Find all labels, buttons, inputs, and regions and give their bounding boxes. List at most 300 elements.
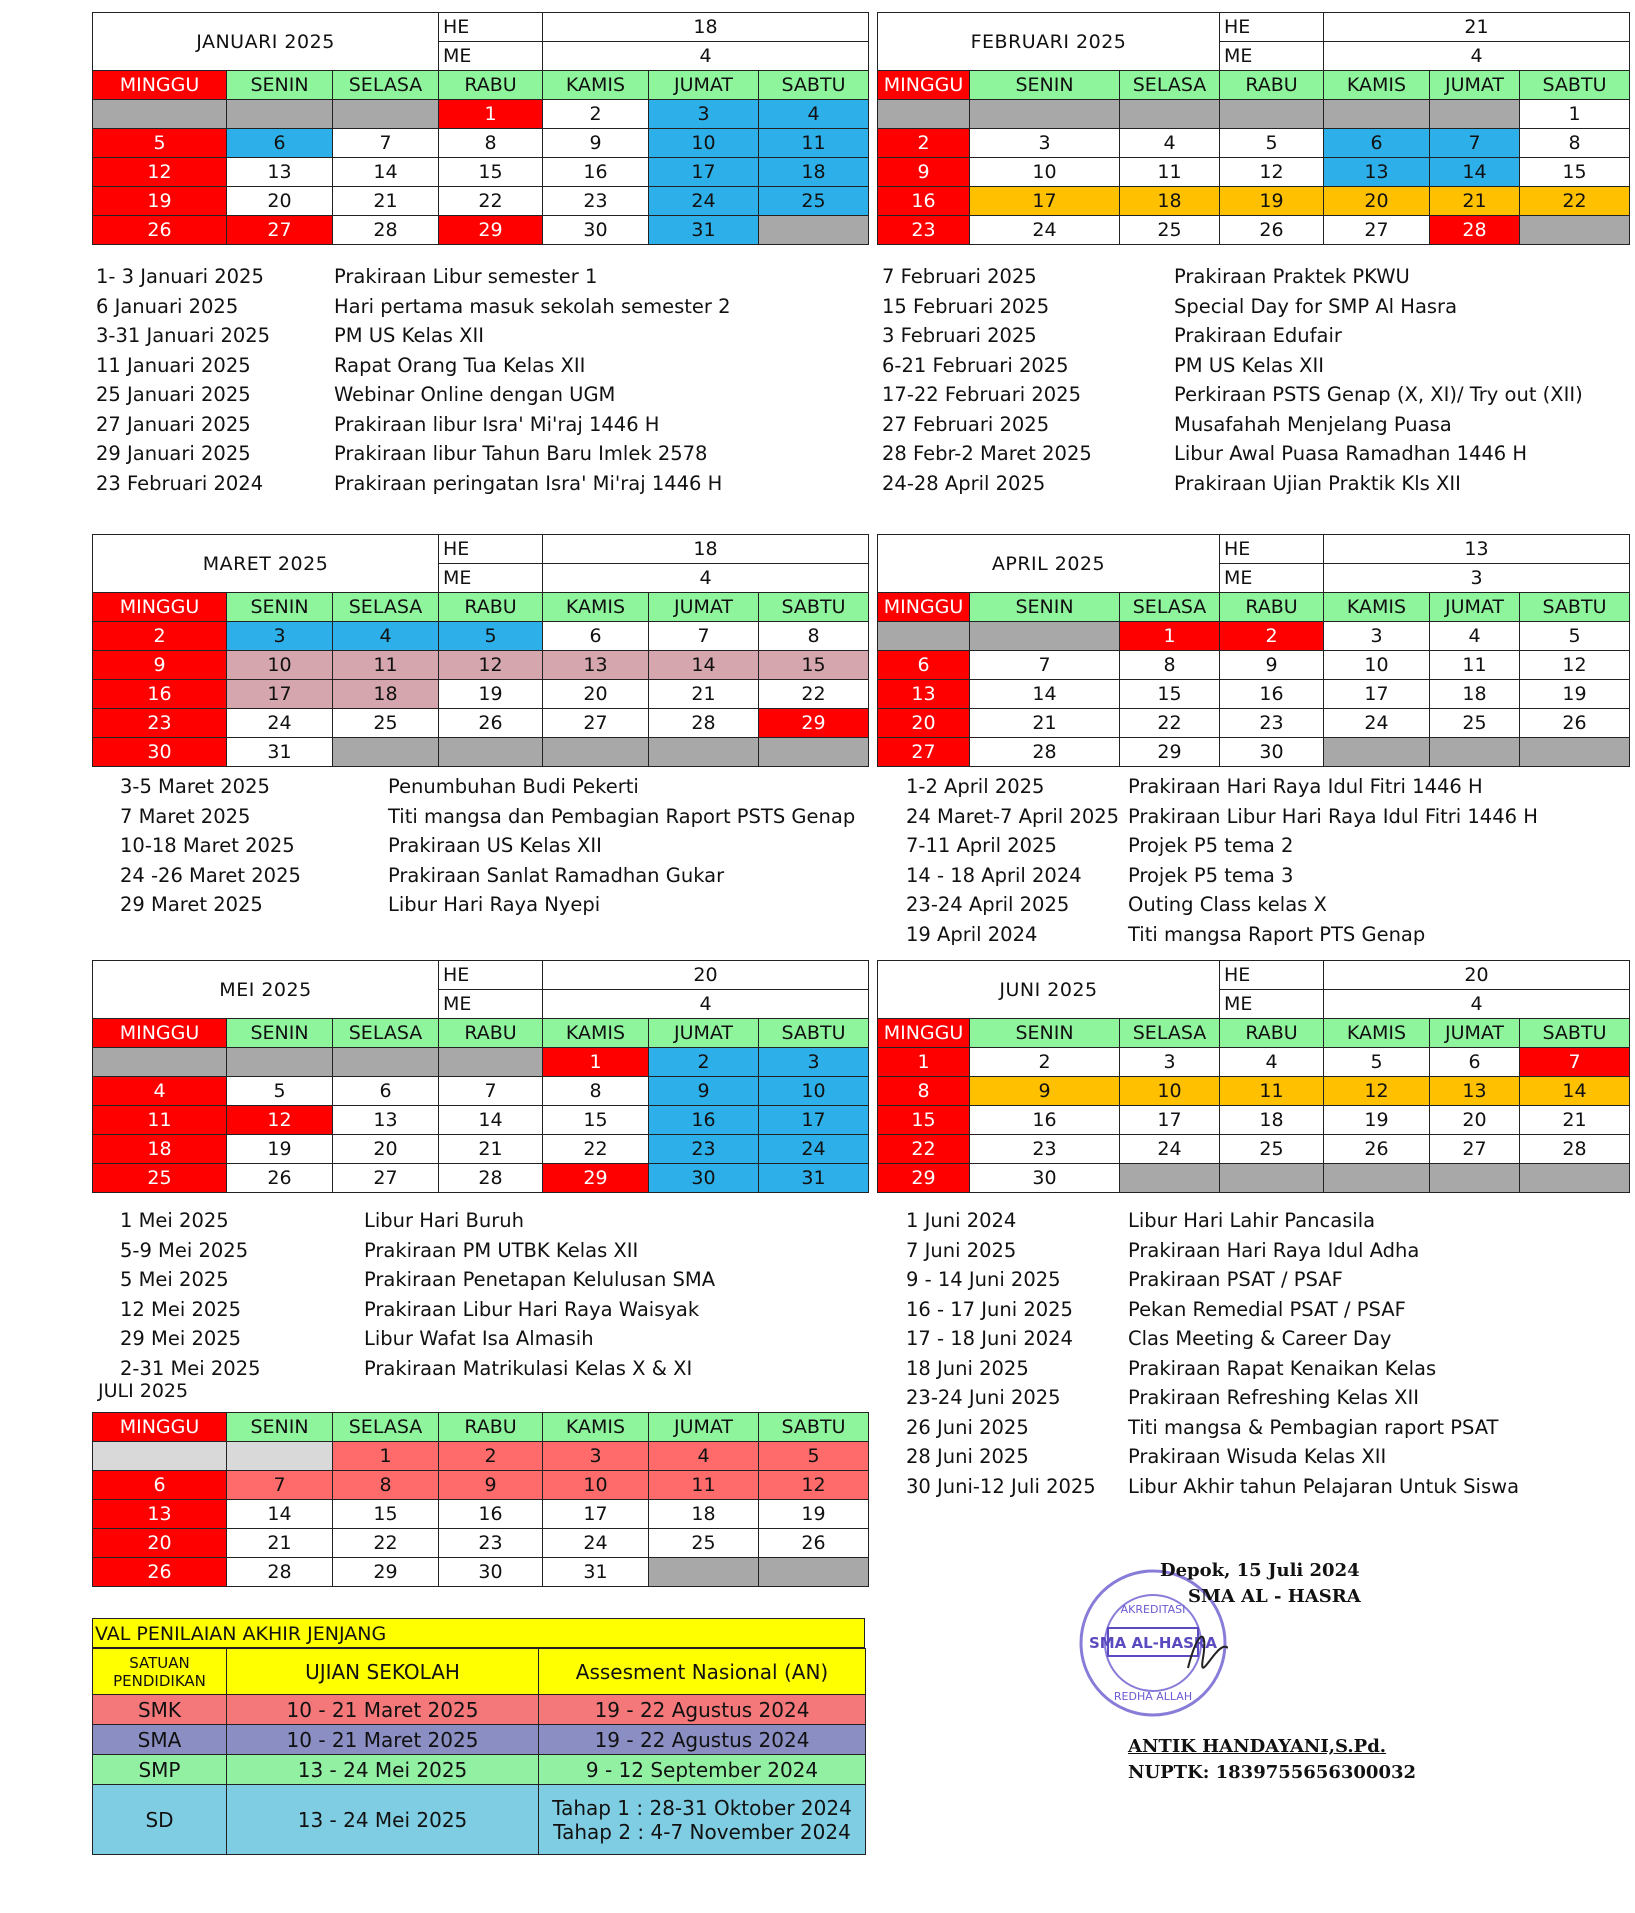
day-cell: 5 xyxy=(93,129,227,158)
me-value: 4 xyxy=(1324,990,1630,1019)
day-cell xyxy=(333,100,439,129)
event-text: Prakiraan US Kelas XII xyxy=(388,834,602,857)
event-date: 15 Februari 2025 xyxy=(882,294,1050,318)
day-cell: 31 xyxy=(227,738,333,767)
event-text: Special Day for SMP Al Hasra xyxy=(1174,294,1458,318)
weekday-header: SABTU xyxy=(1520,71,1630,100)
day-cell: 8 xyxy=(759,622,869,651)
day-cell: 22 xyxy=(759,680,869,709)
day-cell: 19 xyxy=(227,1135,333,1164)
day-cell: 20 xyxy=(543,680,649,709)
day-cell: 20 xyxy=(227,187,333,216)
day-cell: 9 xyxy=(439,1471,543,1500)
day-cell: 27 xyxy=(1324,216,1430,245)
day-cell: 19 xyxy=(1520,680,1630,709)
weekday-header: SABTU xyxy=(1520,593,1630,622)
day-cell: 10 xyxy=(543,1471,649,1500)
he-value: 20 xyxy=(1324,961,1630,990)
weekday-header: JUMAT xyxy=(649,1413,759,1442)
weekday-header: KAMIS xyxy=(543,593,649,622)
day-cell xyxy=(439,1048,543,1077)
weekday-header: JUMAT xyxy=(1430,71,1520,100)
day-cell: 13 xyxy=(227,158,333,187)
day-cell: 17 xyxy=(1324,680,1430,709)
event-text: Prakiraan Matrikulasi Kelas X & XI xyxy=(364,1356,693,1380)
day-cell: 26 xyxy=(93,216,227,245)
weekday-header: KAMIS xyxy=(1324,593,1430,622)
month-title: MARET 2025 xyxy=(93,535,439,593)
weekday-header: JUMAT xyxy=(649,593,759,622)
day-cell: 29 xyxy=(333,1558,439,1587)
ujian-sekolah: 10 - 21 Maret 2025 xyxy=(227,1725,539,1755)
day-cell: 25 xyxy=(333,709,439,738)
day-cell: 3 xyxy=(970,129,1120,158)
day-cell: 2 xyxy=(649,1048,759,1077)
day-cell: 16 xyxy=(970,1106,1120,1135)
signature-name: ANTIK HANDAYANI,S.Pd. xyxy=(1128,1736,1387,1757)
penilaian-row xyxy=(93,1785,866,1855)
event-date: 28 Juni 2025 xyxy=(906,1445,1029,1468)
day-cell: 16 xyxy=(439,1500,543,1529)
weekday-header: SELASA xyxy=(1120,593,1220,622)
event-date: 29 Januari 2025 xyxy=(96,442,251,465)
event-text: Prakiraan Sanlat Ramadhan Gukar xyxy=(388,863,725,887)
asesmen-line: 19 - 22 Agustus 2024 xyxy=(594,1697,810,1722)
day-cell: 11 xyxy=(333,651,439,680)
weekday-header: SELASA xyxy=(333,1019,439,1048)
event-date: 1 Juni 2024 xyxy=(906,1209,1017,1232)
jenjang: SD xyxy=(93,1785,227,1855)
day-cell: 16 xyxy=(649,1106,759,1135)
event-text: Prakiraan Rapat Kenaikan Kelas xyxy=(1128,1356,1437,1380)
day-cell: 17 xyxy=(649,158,759,187)
weekday-header: MINGGU xyxy=(878,1019,970,1048)
day-cell: 26 xyxy=(227,1164,333,1193)
weekday-header: KAMIS xyxy=(543,71,649,100)
event-date: 2-31 Mei 2025 xyxy=(120,1356,261,1380)
day-cell: 27 xyxy=(543,709,649,738)
weekday-header: RABU xyxy=(439,1413,543,1442)
day-cell: 9 xyxy=(543,129,649,158)
me-label: ME xyxy=(1220,564,1324,593)
day-cell: 1 xyxy=(1520,100,1630,129)
event-date: 17 - 18 Juni 2024 xyxy=(906,1327,1073,1350)
day-cell: 15 xyxy=(878,1106,970,1135)
event-date: 25 Januari 2025 xyxy=(96,383,251,406)
day-cell: 24 xyxy=(649,187,759,216)
weekday-header: SENIN xyxy=(227,593,333,622)
day-cell xyxy=(1520,1164,1630,1193)
weekday-header: MINGGU xyxy=(93,593,227,622)
day-cell: 27 xyxy=(1430,1135,1520,1164)
event-text: Prakiraan PSAT / PSAF xyxy=(1128,1268,1343,1291)
day-cell: 27 xyxy=(333,1164,439,1193)
day-cell xyxy=(1120,1164,1220,1193)
day-cell: 2 xyxy=(1220,622,1324,651)
day-cell: 9 xyxy=(970,1077,1120,1106)
day-cell: 13 xyxy=(93,1500,227,1529)
weekday-header: RABU xyxy=(439,71,543,100)
event-date: 30 Juni-12 Juli 2025 xyxy=(906,1474,1096,1498)
day-cell: 21 xyxy=(649,680,759,709)
event-date: 6-21 Februari 2025 xyxy=(882,353,1069,377)
day-cell xyxy=(759,1558,869,1587)
weekday-header: SELASA xyxy=(333,71,439,100)
day-cell: 31 xyxy=(759,1164,869,1193)
day-cell: 24 xyxy=(1120,1135,1220,1164)
day-cell: 28 xyxy=(649,709,759,738)
day-cell: 2 xyxy=(970,1048,1120,1077)
day-cell: 10 xyxy=(1120,1077,1220,1106)
event-text: Prakiraan Edufair xyxy=(1174,324,1342,347)
weekday-header: SABTU xyxy=(759,1019,869,1048)
day-cell: 14 xyxy=(970,680,1120,709)
month-title: FEBRUARI 2025 xyxy=(878,13,1220,71)
day-cell xyxy=(759,216,869,245)
day-cell: 31 xyxy=(649,216,759,245)
day-cell: 11 xyxy=(1430,651,1520,680)
day-cell: 21 xyxy=(1430,187,1520,216)
weekday-header: MINGGU xyxy=(93,1413,227,1442)
day-cell: 27 xyxy=(878,738,970,767)
weekday-header: SABTU xyxy=(759,71,869,100)
event-date: 10-18 Maret 2025 xyxy=(120,834,295,857)
day-cell: 19 xyxy=(1324,1106,1430,1135)
he-value: 21 xyxy=(1324,13,1630,42)
day-cell: 24 xyxy=(543,1529,649,1558)
day-cell: 6 xyxy=(1430,1048,1520,1077)
day-cell: 4 xyxy=(759,100,869,129)
event-date: 7 Februari 2025 xyxy=(882,265,1037,288)
day-cell: 1 xyxy=(1120,622,1220,651)
asesmen-line-2: Tahap 2 : 4-7 November 2024 xyxy=(553,1819,851,1844)
day-cell: 29 xyxy=(878,1164,970,1193)
calendar-month xyxy=(877,12,1630,245)
day-cell: 24 xyxy=(970,216,1120,245)
day-cell: 11 xyxy=(93,1106,227,1135)
day-cell xyxy=(759,738,869,767)
day-cell: 21 xyxy=(227,1529,333,1558)
event-date: 5-9 Mei 2025 xyxy=(120,1238,249,1262)
day-cell: 4 xyxy=(1220,1048,1324,1077)
day-cell: 14 xyxy=(227,1500,333,1529)
me-value: 3 xyxy=(1324,564,1630,593)
day-cell: 16 xyxy=(93,680,227,709)
day-cell: 1 xyxy=(878,1048,970,1077)
day-cell: 10 xyxy=(970,158,1120,187)
event-date: 12 Mei 2025 xyxy=(120,1297,242,1321)
day-cell xyxy=(1324,1164,1430,1193)
ujian-sekolah: 13 - 24 Mei 2025 xyxy=(227,1755,539,1785)
ujian-sekolah: 13 - 24 Mei 2025 xyxy=(227,1785,539,1855)
day-cell: 22 xyxy=(333,1529,439,1558)
event-text: Prakiraan peringatan Isra' Mi'raj 1446 H xyxy=(334,471,723,495)
day-cell: 3 xyxy=(1120,1048,1220,1077)
day-cell xyxy=(93,1442,227,1471)
day-cell: 10 xyxy=(649,129,759,158)
day-cell xyxy=(1324,100,1430,129)
day-cell: 6 xyxy=(878,651,970,680)
weekday-header: JUMAT xyxy=(649,71,759,100)
day-cell: 30 xyxy=(93,738,227,767)
event-text: Prakiraan Refreshing Kelas XII xyxy=(1128,1386,1419,1409)
ujian-sekolah: 10 - 21 Maret 2025 xyxy=(227,1695,539,1725)
event-text: Outing Class kelas X xyxy=(1128,893,1327,916)
day-cell: 25 xyxy=(1220,1135,1324,1164)
day-cell: 15 xyxy=(1120,680,1220,709)
event-date: 9 - 14 Juni 2025 xyxy=(906,1268,1061,1291)
day-cell: 31 xyxy=(543,1558,649,1587)
day-cell: 10 xyxy=(227,651,333,680)
day-cell: 9 xyxy=(93,651,227,680)
day-cell xyxy=(878,622,970,651)
calendar-month xyxy=(92,960,869,1193)
day-cell: 22 xyxy=(1120,709,1220,738)
day-cell: 1 xyxy=(543,1048,649,1077)
day-cell: 6 xyxy=(93,1471,227,1500)
weekday-header: SELASA xyxy=(333,593,439,622)
day-cell: 1 xyxy=(333,1442,439,1471)
day-cell: 30 xyxy=(439,1558,543,1587)
day-cell: 19 xyxy=(759,1500,869,1529)
day-cell: 18 xyxy=(1220,1106,1324,1135)
day-cell: 18 xyxy=(93,1135,227,1164)
day-cell: 24 xyxy=(759,1135,869,1164)
event-date: 11 Januari 2025 xyxy=(96,353,251,377)
me-label: ME xyxy=(439,42,543,71)
event-date: 1-2 April 2025 xyxy=(906,775,1045,798)
day-cell: 15 xyxy=(333,1500,439,1529)
day-cell: 17 xyxy=(543,1500,649,1529)
event-date: 26 Juni 2025 xyxy=(906,1415,1029,1439)
event-date: 17-22 Februari 2025 xyxy=(882,383,1081,406)
day-cell: 25 xyxy=(1120,216,1220,245)
day-cell xyxy=(1520,738,1630,767)
event-text: Titi mangsa & Pembagian raport PSAT xyxy=(1128,1415,1499,1439)
penilaian-header-satuan: SATUAN PENDIDIKAN xyxy=(93,1649,227,1695)
day-cell: 9 xyxy=(1220,651,1324,680)
day-cell: 18 xyxy=(649,1500,759,1529)
day-cell: 26 xyxy=(439,709,543,738)
event-text: Webinar Online dengan UGM xyxy=(334,383,616,406)
event-text: Prakiraan Praktek PKWU xyxy=(1174,265,1410,288)
he-label: HE xyxy=(439,13,543,42)
weekday-header: MINGGU xyxy=(878,593,970,622)
penilaian-title: VAL PENILAIAN AKHIR JENJANG xyxy=(92,1618,865,1648)
day-cell: 4 xyxy=(1120,129,1220,158)
weekday-header: JUMAT xyxy=(1430,1019,1520,1048)
he-value: 20 xyxy=(543,961,869,990)
day-cell xyxy=(1430,1164,1520,1193)
weekday-header: SELASA xyxy=(1120,71,1220,100)
day-cell xyxy=(227,100,333,129)
day-cell: 15 xyxy=(543,1106,649,1135)
day-cell: 23 xyxy=(543,187,649,216)
day-cell: 29 xyxy=(759,709,869,738)
day-cell: 20 xyxy=(1324,187,1430,216)
day-cell: 12 xyxy=(1220,158,1324,187)
day-cell: 12 xyxy=(93,158,227,187)
event-text: Prakiraan Hari Raya Idul Adha xyxy=(1128,1238,1420,1262)
day-cell: 14 xyxy=(1430,158,1520,187)
day-cell: 14 xyxy=(649,651,759,680)
day-cell: 7 xyxy=(227,1471,333,1500)
weekday-header: SABTU xyxy=(759,1413,869,1442)
event-date: 29 Maret 2025 xyxy=(120,893,263,916)
day-cell xyxy=(649,738,759,767)
event-text: Prakiraan PM UTBK Kelas XII xyxy=(364,1238,639,1262)
day-cell xyxy=(878,100,970,129)
asesmen-nasional xyxy=(539,1785,866,1855)
day-cell: 26 xyxy=(93,1558,227,1587)
day-cell: 4 xyxy=(649,1442,759,1471)
calendar-month xyxy=(92,534,869,767)
event-date: 27 Februari 2025 xyxy=(882,412,1050,436)
event-date: 16 - 17 Juni 2025 xyxy=(906,1297,1073,1321)
calendar-month xyxy=(877,534,1630,767)
event-text: Titi mangsa dan Pembagian Raport PSTS Genap xyxy=(388,804,856,828)
event-text: Libur Hari Lahir Pancasila xyxy=(1128,1209,1376,1232)
day-cell: 8 xyxy=(543,1077,649,1106)
day-cell: 11 xyxy=(759,129,869,158)
calendar-month xyxy=(92,1412,869,1587)
event-text: Rapat Orang Tua Kelas XII xyxy=(334,353,586,377)
event-date: 28 Febr-2 Maret 2025 xyxy=(882,442,1092,465)
day-cell: 13 xyxy=(878,680,970,709)
day-cell: 5 xyxy=(1324,1048,1430,1077)
stamp-inner-text: SMA AL-HASRA xyxy=(1088,1634,1218,1652)
day-cell xyxy=(1220,1164,1324,1193)
day-cell: 20 xyxy=(333,1135,439,1164)
day-cell: 26 xyxy=(1520,709,1630,738)
day-cell: 23 xyxy=(970,1135,1120,1164)
event-date: 6 Januari 2025 xyxy=(96,294,239,318)
event-text: PM US Kelas XII xyxy=(1174,353,1325,377)
event-text: Prakiraan Libur Hari Raya Idul Fitri 1446 H xyxy=(1128,804,1538,828)
day-cell xyxy=(543,738,649,767)
day-cell: 13 xyxy=(1430,1077,1520,1106)
event-text: Prakiraan Libur semester 1 xyxy=(334,265,598,288)
event-date: 3-31 Januari 2025 xyxy=(96,324,271,347)
day-cell: 19 xyxy=(439,680,543,709)
event-text: Prakiraan Libur Hari Raya Waisyak xyxy=(364,1297,700,1321)
day-cell: 4 xyxy=(1430,622,1520,651)
day-cell: 30 xyxy=(970,1164,1120,1193)
day-cell: 7 xyxy=(1430,129,1520,158)
event-text: Prakiraan Penetapan Kelulusan SMA xyxy=(364,1268,716,1291)
weekday-header: RABU xyxy=(1220,593,1324,622)
month-title: JANUARI 2025 xyxy=(93,13,439,71)
day-cell: 20 xyxy=(878,709,970,738)
event-text: Pekan Remedial PSAT / PSAF xyxy=(1128,1297,1406,1321)
day-cell: 27 xyxy=(227,216,333,245)
day-cell xyxy=(439,738,543,767)
event-date: 5 Mei 2025 xyxy=(120,1268,229,1291)
day-cell: 15 xyxy=(439,158,543,187)
event-text: Titi mangsa Raport PTS Genap xyxy=(1128,922,1426,946)
day-cell: 6 xyxy=(543,622,649,651)
he-value: 18 xyxy=(543,535,869,564)
day-cell: 20 xyxy=(93,1529,227,1558)
event-date: 27 Januari 2025 xyxy=(96,412,251,436)
weekday-header: JUMAT xyxy=(649,1019,759,1048)
day-cell: 6 xyxy=(333,1077,439,1106)
day-cell: 24 xyxy=(227,709,333,738)
penilaian-row xyxy=(93,1725,866,1755)
day-cell: 5 xyxy=(439,622,543,651)
day-cell: 3 xyxy=(759,1048,869,1077)
day-cell: 2 xyxy=(439,1442,543,1471)
day-cell: 17 xyxy=(970,187,1120,216)
weekday-header: SELASA xyxy=(333,1413,439,1442)
he-label: HE xyxy=(439,961,543,990)
weekday-header: SABTU xyxy=(759,593,869,622)
day-cell: 7 xyxy=(970,651,1120,680)
weekday-header: SENIN xyxy=(227,1019,333,1048)
signature-place-date: Depok, 15 Juli 2024 xyxy=(1160,1560,1360,1581)
day-cell: 18 xyxy=(1120,187,1220,216)
day-cell: 23 xyxy=(1220,709,1324,738)
day-cell: 17 xyxy=(227,680,333,709)
day-cell xyxy=(1220,100,1324,129)
weekday-header: MINGGU xyxy=(93,71,227,100)
asesmen-nasional xyxy=(539,1695,866,1725)
weekday-header: SENIN xyxy=(227,71,333,100)
day-cell: 14 xyxy=(439,1106,543,1135)
day-cell: 28 xyxy=(227,1558,333,1587)
day-cell: 21 xyxy=(439,1135,543,1164)
day-cell xyxy=(93,100,227,129)
day-cell: 22 xyxy=(878,1135,970,1164)
event-text: Projek P5 tema 3 xyxy=(1128,863,1294,887)
day-cell: 7 xyxy=(333,129,439,158)
weekday-header: JUMAT xyxy=(1430,593,1520,622)
event-text: Libur Awal Puasa Ramadhan 1446 H xyxy=(1174,442,1528,465)
day-cell: 30 xyxy=(649,1164,759,1193)
event-text: Penumbuhan Budi Pekerti xyxy=(388,775,639,798)
weekday-header: KAMIS xyxy=(1324,1019,1430,1048)
day-cell: 4 xyxy=(333,622,439,651)
day-cell: 1 xyxy=(439,100,543,129)
day-cell: 3 xyxy=(1324,622,1430,651)
event-date: 18 Juni 2025 xyxy=(906,1356,1029,1380)
day-cell: 8 xyxy=(1520,129,1630,158)
weekday-header: RABU xyxy=(1220,71,1324,100)
event-text: Prakiraan Hari Raya Idul Fitri 1446 H xyxy=(1128,775,1483,798)
event-date: 23-24 Juni 2025 xyxy=(906,1386,1061,1409)
signature-org: SMA AL - HASRA xyxy=(1188,1586,1361,1607)
penilaian-header-us: UJIAN SEKOLAH xyxy=(227,1649,539,1695)
day-cell xyxy=(227,1048,333,1077)
day-cell: 22 xyxy=(439,187,543,216)
day-cell: 13 xyxy=(543,651,649,680)
day-cell: 5 xyxy=(227,1077,333,1106)
jenjang: SMP xyxy=(93,1755,227,1785)
day-cell: 28 xyxy=(333,216,439,245)
stamp-top-text: AKREDITASI xyxy=(1120,1603,1186,1616)
day-cell: 23 xyxy=(649,1135,759,1164)
day-cell: 23 xyxy=(878,216,970,245)
day-cell: 8 xyxy=(333,1471,439,1500)
event-date: 7 Maret 2025 xyxy=(120,804,251,828)
day-cell: 15 xyxy=(759,651,869,680)
day-cell: 12 xyxy=(1520,651,1630,680)
day-cell: 5 xyxy=(1520,622,1630,651)
event-text: Libur Hari Buruh xyxy=(364,1209,524,1232)
event-date: 3-5 Maret 2025 xyxy=(120,775,270,798)
he-value: 18 xyxy=(543,13,869,42)
day-cell: 2 xyxy=(93,622,227,651)
